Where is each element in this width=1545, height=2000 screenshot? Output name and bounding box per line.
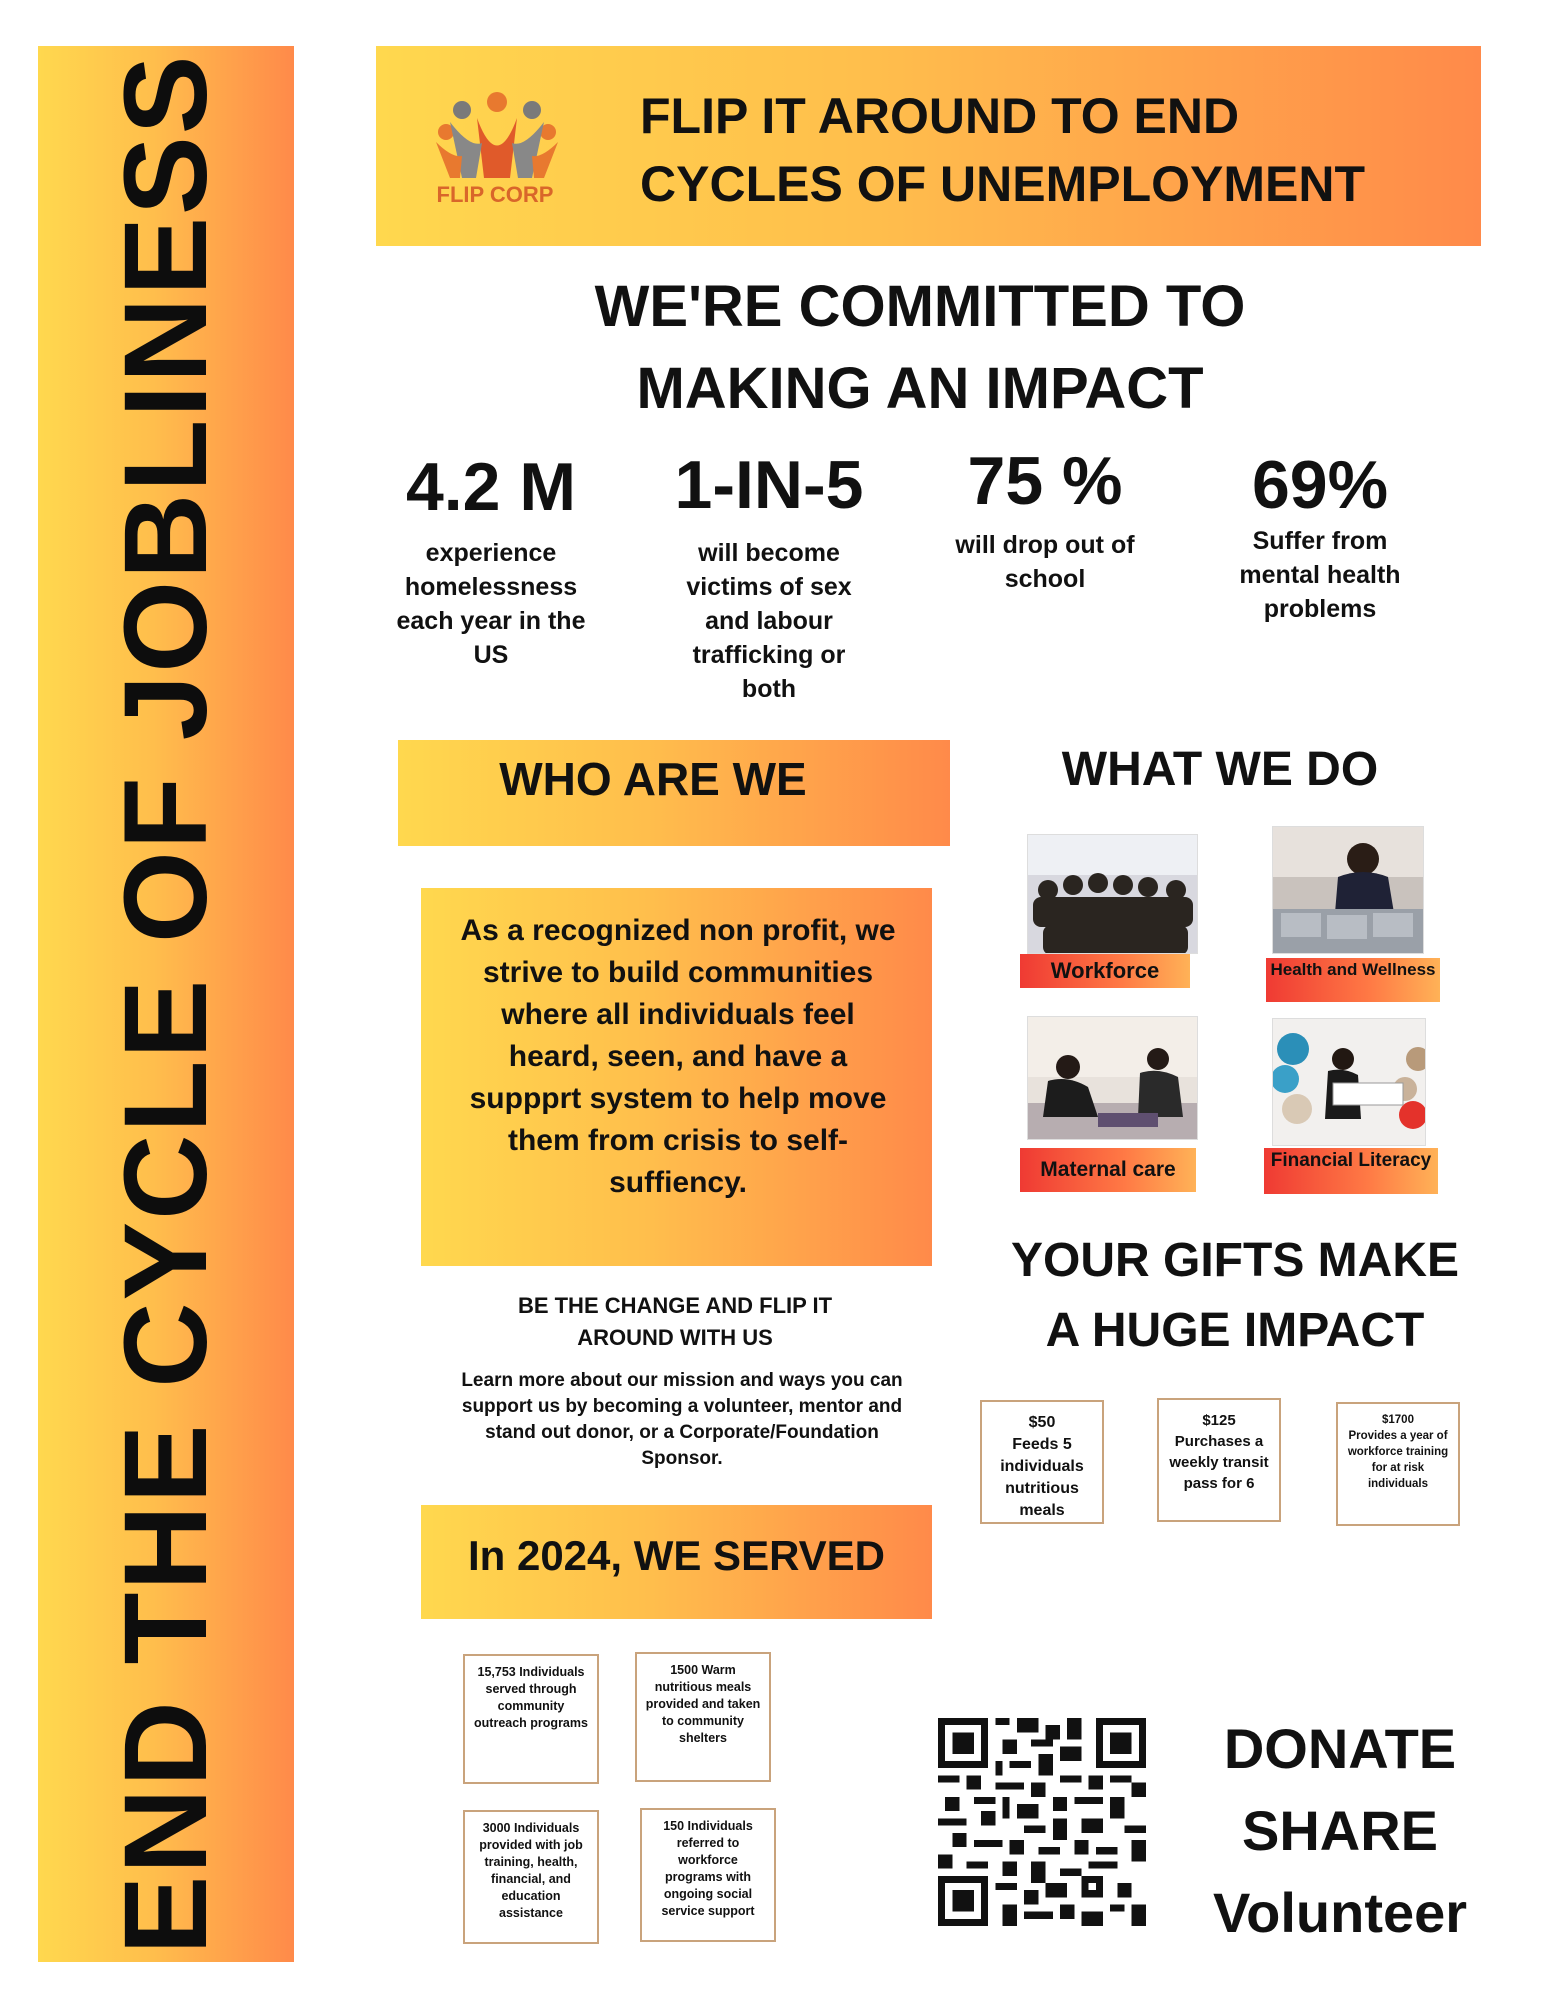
call-to-change (480, 1290, 870, 1354)
served-card-meals: 1500 Warm nutritious meals provided and taken to community shelters (635, 1652, 771, 1782)
stat-trafficking (654, 446, 884, 706)
who-are-we-heading: WHO ARE WE (499, 753, 807, 805)
stat-desc: will drop out of school (955, 531, 1135, 593)
commitment-heading-line2: MAKING AN IMPACT (636, 356, 1204, 421)
stat-value: 75 % (967, 443, 1123, 519)
health-wellness-photo (1272, 826, 1424, 954)
program-tag-maternal-care: Maternal care (1020, 1148, 1196, 1192)
gifts-heading-line1: YOUR GIFTS MAKE (1010, 1234, 1459, 1287)
gift-desc: Purchases a weekly transit pass for 6 (1169, 1433, 1269, 1492)
stat-value: 69% (1251, 447, 1389, 523)
served-card-workforce-referrals: 150 Individuals referred to workforce programs with ongoing social service support (640, 1808, 776, 1942)
stat-desc: will become victims of sex and labour trafficking or both (686, 539, 852, 703)
side-banner-text: END THE CYCLE OF JOBLINESS (100, 53, 232, 1955)
side-banner (38, 46, 294, 1962)
program-tag-health-wellness: Health and Wellness (1266, 958, 1440, 1002)
call-to-action (1190, 1708, 1490, 1954)
stat-dropout (930, 442, 1160, 596)
logo-text: FLIP CORP (436, 182, 554, 207)
commitment-heading (520, 266, 1320, 430)
stat-desc: Suffer from mental health problems (1239, 527, 1401, 623)
served-heading: In 2024, WE SERVED (467, 1532, 886, 1579)
maternal-care-photo (1027, 1016, 1198, 1140)
call-to-change-line1: BE THE CHANGE AND FLIP IT (517, 1293, 833, 1318)
stat-homelessness (376, 448, 606, 672)
mission-text: As a recognized non profit, we strive to build communities where all individuals feel heard, seen, and have a suppprt system to help move them from crisis to self-suffiency. (460, 914, 896, 1199)
served-card-job-training: 3000 Individuals provided with job training, health, financial, and education assistance (463, 1810, 599, 1944)
stat-desc: experience homelessness each year in the US (396, 539, 586, 669)
gift-amount: $125 (1202, 1412, 1236, 1429)
program-tag-financial-literacy: Financial Literacy (1264, 1148, 1438, 1194)
gift-card-50 (980, 1400, 1104, 1524)
commitment-heading-line1: WE'RE COMMITTED TO (594, 274, 1246, 339)
gift-amount: $50 (1028, 1414, 1056, 1431)
gift-card-125 (1157, 1398, 1281, 1522)
financial-literacy-photo (1272, 1018, 1426, 1146)
gifts-heading (990, 1226, 1480, 1366)
what-we-do-heading: WHAT WE DO (1061, 743, 1379, 796)
share-link[interactable]: SHARE (1241, 1799, 1439, 1862)
header-title-line1: FLIP IT AROUND TO END (640, 88, 1240, 144)
donate-link[interactable]: DONATE (1223, 1717, 1457, 1780)
workforce-photo (1027, 834, 1198, 954)
served-card-outreach: 15,753 Individuals served through community outreach programs (463, 1654, 599, 1784)
header-title-line2: CYCLES OF UNEMPLOYMENT (640, 156, 1366, 212)
gifts-heading-line2: A HUGE IMPACT (1045, 1304, 1425, 1357)
gift-desc: Feeds 5 individuals nutritious meals (1000, 1436, 1084, 1519)
learn-more-text: Learn more about our mission and ways you can support us by becoming a volunteer, mentor and stand out donor, or a Corporate/Foundation Sponsor. (461, 1370, 903, 1469)
stat-value: 1-IN-5 (674, 447, 864, 523)
volunteer-link[interactable]: Volunteer (1212, 1881, 1468, 1944)
header-title (640, 82, 1460, 218)
gift-amount: $1700 (1382, 1414, 1414, 1426)
stat-value: 4.2 M (405, 449, 577, 525)
gift-card-1700 (1336, 1402, 1460, 1526)
stat-mental-health (1200, 446, 1440, 626)
program-tag-workforce: Workforce (1020, 954, 1190, 988)
call-to-change-line2: AROUND WITH US (577, 1325, 773, 1350)
gift-desc: Provides a year of workforce training for at risk individuals (1347, 1430, 1449, 1490)
donate-qr-code[interactable] (938, 1718, 1146, 1926)
